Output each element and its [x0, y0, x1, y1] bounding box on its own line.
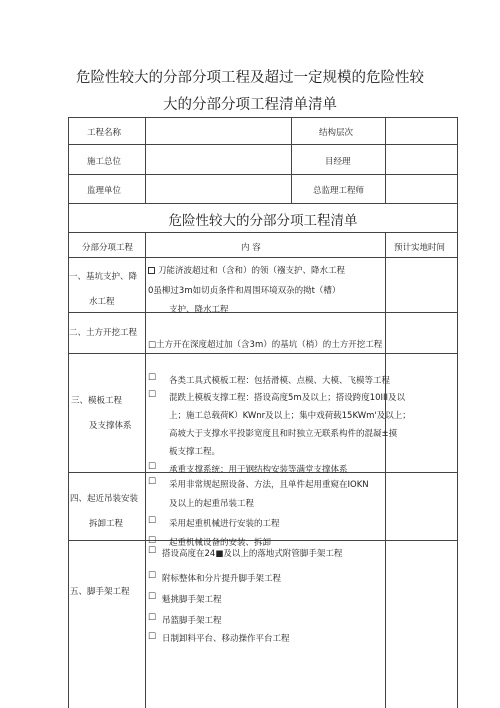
row3-content-5: 板支撑工程。 [169, 447, 221, 457]
row5-content-1: 搭设高度在24■及以上的落地式附管脚手架工程 [162, 549, 343, 559]
section-title: 危险性较大的分部分项工程清单 [168, 213, 358, 229]
row1-label-line2: 水工程 [89, 297, 115, 307]
row4-label-line2: 拆卸工程 [89, 519, 124, 529]
row3-content-3: 上；施工总载荷K）KWnr及以上；集中戏荷载15KWm'及以上； [169, 411, 411, 421]
divider [69, 232, 457, 233]
checkbox-icon: □ [148, 612, 157, 622]
row5-content-2: 附标整体和分片提升脚手架工程 [162, 574, 282, 584]
row1-content-1: 刀能济波超过和（含和）的领（襁支护、降水工程 [148, 264, 345, 276]
row3-content-2: 混跌上模板支撑工程：搭设高度5m及以上；搭设跨度10III及以 [169, 393, 406, 403]
row4-content-2: 及以上的起重吊装工程 [169, 499, 255, 509]
col-header-item: 分部分项工程 [82, 243, 134, 253]
divider [385, 232, 386, 708]
row5-label: 五、脚手架工程 [70, 587, 130, 597]
checklist-table [68, 117, 458, 708]
row1-content-2: 0虽柳过3m如切贞条件和周围环境双杂的拗t（槽） [148, 286, 341, 296]
checkbox-icon: □ [148, 535, 157, 545]
divider [385, 118, 386, 203]
structure-label: 结构层次 [319, 128, 354, 138]
checkbox-icon: □ [148, 461, 157, 471]
divider [69, 353, 457, 354]
contractor-label: 施工总位 [87, 157, 122, 167]
row3-content-1: 各类工具式模板工程：包括滑模、点模、大模、飞模等工程 [169, 376, 391, 386]
checkbox-icon [148, 267, 155, 274]
row4-content-3: 采用起重机械进行安装的工程 [169, 519, 280, 529]
divider [69, 203, 457, 204]
row1-label-line1: 一、基坑支护、降 [69, 272, 138, 282]
document-title-line1: 危险性较大的分部分项工程及超过一定规模的危险性较 [76, 70, 424, 86]
row2-content-1: □土方开在深度超过加（含3m）的基坑（梢）的土方开挖工程 [148, 340, 383, 350]
divider [291, 118, 292, 203]
row4-content-1: 采用非常规起照设备、方法，且单件起用重窥在IOKN [169, 480, 369, 490]
row5-content-3: 魁挑脚手架工程 [162, 595, 222, 605]
row3-label-line2: 及支撑体系 [89, 421, 132, 431]
supervisor-label: 监理单位 [87, 186, 122, 196]
divider [69, 257, 457, 258]
row1-content-3: 支护、降水工程 [169, 305, 229, 315]
row5-content-5: 日制卸料平台、移动操作平台工程 [162, 634, 290, 644]
divider [145, 232, 146, 708]
document-title-line2: 大的分部分项工程清单清单 [163, 97, 337, 113]
divider [145, 118, 146, 203]
divider [69, 144, 457, 145]
checkbox-icon: □ [148, 389, 157, 399]
row4-content-4: 起重机械设备的安装、拆卸 [169, 538, 272, 548]
col-header-time: 预计实地时间 [394, 243, 446, 253]
row5-content-4: 吊篮脚手架工程 [162, 616, 222, 626]
divider [69, 174, 457, 175]
checkbox-icon: □ [148, 476, 157, 486]
project-name-label: 工程名称 [87, 128, 122, 138]
row3-content-4: 高坡大于支撑水平投影宽度且和时独立无联系构件的混凝±摸 [169, 429, 398, 439]
checkbox-icon: □ [148, 631, 157, 641]
row3-content-6: 承重支撑系统：用于钢结构安装等满堂支撑体系 [169, 465, 348, 475]
row3-label-line1: 三、模板工程 [71, 396, 123, 406]
chief-supervisor-label: 总监理工程师 [313, 186, 365, 196]
divider [69, 312, 457, 313]
checkbox-icon: □ [148, 591, 157, 601]
manager-label: 目经理 [325, 157, 351, 167]
checkbox-icon: □ [148, 570, 157, 580]
row4-label-line1: 四、起近吊装安装 [70, 494, 139, 504]
row2-label: 二、土方开挖工程 [69, 328, 138, 338]
checkbox-icon: □ [148, 372, 157, 382]
col-header-content: 内 容 [241, 243, 261, 253]
checkbox-icon: □ [148, 545, 157, 555]
checkbox-icon: □ [148, 515, 157, 525]
